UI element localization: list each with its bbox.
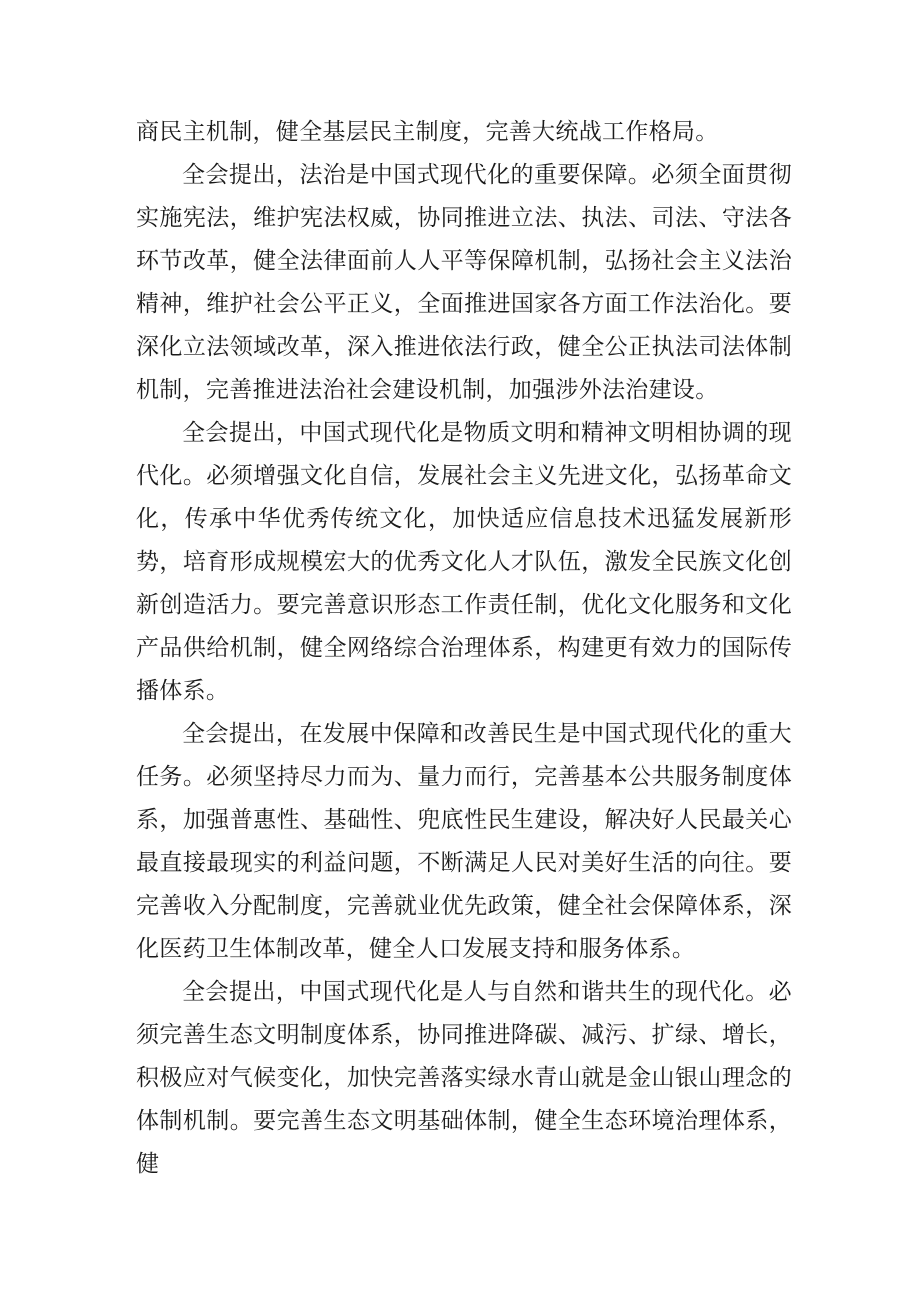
paragraph-ecology: 全会提出，中国式现代化是人与自然和谐共生的现代化。必须完善生态文明制度体系，协同推进降碳、减污、扩绿、增长，积极应对气候变化，加快完善落实绿水青山就是金山银山理念的体制机制。要完善生态文明基础体制，健全生态环境治理体系，健 bbox=[136, 979, 792, 1177]
document-body bbox=[136, 111, 792, 1186]
paragraph-livelihood: 全会提出，在发展中保障和改善民生是中国式现代化的重大任务。必须坚持尽力而为、量力而行，完善基本公共服务制度体系，加强普惠性、基础性、兜底性民生建设，解决好人民最关心最直接最现实的利益问题，不断满足人民对美好生活的向往。要完善收入分配制度，完善就业优先政策，健全社会保障体系，深化医药卫生体制改革，健全人口发展支持和服务体系。 bbox=[136, 721, 792, 962]
paragraph-continuation: 商民主机制，健全基层民主制度，完善大统战工作格局。 bbox=[136, 119, 719, 145]
paragraph-culture: 全会提出，中国式现代化是物质文明和精神文明相协调的现代化。必须增强文化自信，发展社会主义先进文化，弘扬革命文化，传承中华优秀传统文化，加快适应信息技术迅猛发展新形势，培育形成规模宏大的优秀文化人才队伍，激发全民族文化创新创造活力。要完善意识形态工作责任制，优化文化服务和文化产品供给机制，健全网络综合治理体系，构建更有效力的国际传播体系。 bbox=[136, 420, 792, 704]
paragraph-rule-of-law: 全会提出，法治是中国式现代化的重要保障。必须全面贯彻实施宪法，维护宪法权威，协同推进立法、执法、司法、守法各环节改革，健全法律面前人人平等保障机制，弘扬社会主义法治精神，维护社会公平正义，全面推进国家各方面工作法治化。要深化立法领域改革，深入推进依法行政，健全公正执法司法体制机制，完善推进法治社会建设机制，加强涉外法治建设。 bbox=[136, 162, 792, 403]
